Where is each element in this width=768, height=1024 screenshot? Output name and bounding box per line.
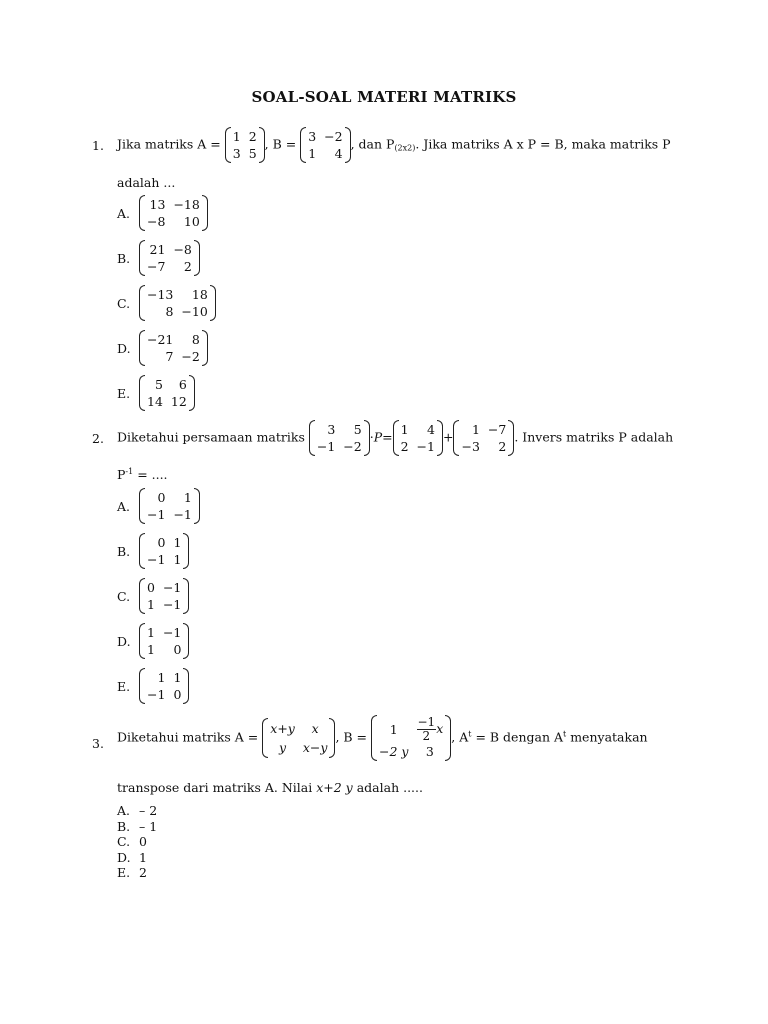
q2-option-a [117,489,200,523]
q2-option-e [117,669,189,703]
q1-matrix-b: 3 −2 1 4 [300,128,350,162]
q2-stem [117,421,673,455]
q3-sup-2: t [563,729,567,739]
q2-text-b: . Invers matriks P adalah [514,429,674,445]
q3-text-d: = B dengan A [471,729,564,745]
q3-text-b: , B = [335,729,368,745]
q3-expression: x+2 y [316,780,353,795]
option-label: C. [117,588,131,604]
option-label: E. [117,865,131,880]
q3-options [117,803,157,881]
option-label: D. [117,633,131,649]
q1-line2: adalah ... [117,175,176,190]
q3-text-c: , A [451,729,469,745]
option-matrix: 1 −1 1 0 [139,624,189,658]
q2-number: 2. [92,431,104,446]
q2-option-c [117,579,189,613]
option-matrix: 0 −1 1 −1 [139,579,189,613]
option-label: C. [117,834,131,849]
option-label: D. [117,849,131,865]
q1-stem [117,128,671,162]
q2-matrix-1: 3 5 −1 −2 [309,421,370,455]
option-matrix: 5 6 14 12 [139,376,195,410]
q2-p-equals: P= [373,429,393,445]
q3-option-d [117,850,157,866]
option-matrix: −13 18 8 −10 [139,286,216,320]
q2-plus: + [442,429,454,445]
q1-text-b: , B = [264,136,301,152]
q1-number: 1. [92,138,104,153]
option-label: B. [117,250,131,266]
q2-matrix-3: 1 −7 −3 2 [453,421,514,455]
q2-dot: · [369,429,374,445]
option-matrix: 13 −18 −8 10 [139,196,208,230]
option-matrix: 0 1 −1 −1 [139,489,200,523]
page-title: SOAL-SOAL MATERI MATRIKS [251,88,517,106]
option-matrix: 1 1 −1 0 [139,669,189,703]
option-value: 1 [139,849,147,865]
option-label: C. [117,295,131,311]
option-value: 0 [139,834,147,849]
q1-text-c: , dan P [350,136,395,152]
option-label: A. [117,498,131,514]
option-label: A. [117,205,131,221]
q1-option-d [117,331,208,365]
option-label: D. [117,340,131,356]
q2-matrix-2: 1 4 2 −1 [393,421,443,455]
option-label: B. [117,818,131,834]
q1-text-a: Jika matriks A = [117,136,225,152]
q2-option-b [117,534,189,568]
q1-matrix-a: 1 2 3 5 [225,128,265,162]
option-label: E. [117,385,131,401]
q3-text-a: Diketahui matriks A = [117,729,259,745]
option-label: B. [117,543,131,559]
q3-option-c [117,834,157,850]
q3-number: 3. [92,736,104,751]
option-value: 2 [139,865,147,880]
q3-sup-1: t [468,729,472,739]
q1-text-d: . Jika matriks A x P = B, maka matriks P [415,136,671,152]
q1-subscript: (2x2) [394,143,416,153]
q3-option-a [117,803,157,819]
option-matrix: 21 −8 −7 2 [139,241,200,275]
q3-line2: transpose dari matriks A. Nilai x+2 y adalah ..... [117,780,423,795]
q1-option-b [117,241,200,275]
q3-option-e [117,865,157,881]
q3-matrix-b: 1 $\frac{-1}{2}$ x −2 y 3 [371,716,451,760]
q2-option-d [117,624,189,658]
option-label: E. [117,678,131,694]
q2-text-a: Diketahui persamaan matriks [117,429,305,445]
q2-superscript: -1 [125,467,134,476]
q1-option-a [117,196,208,230]
q3-text-e: menyatakan [566,729,648,745]
option-matrix: 0 1 −1 1 [139,534,189,568]
q3-option-b [117,819,157,835]
q3-stem [117,716,677,760]
q1-option-c [117,286,216,320]
option-label: A. [117,803,131,818]
option-matrix: −21 8 7 −2 [139,331,208,365]
option-value: – 2 [139,803,158,818]
q2-line2: $P^{-1}$ = .... [117,467,168,482]
option-value: – 1 [139,818,158,834]
q1-option-e [117,376,195,410]
q3-matrix-a: x+y x y x−y [262,719,335,757]
